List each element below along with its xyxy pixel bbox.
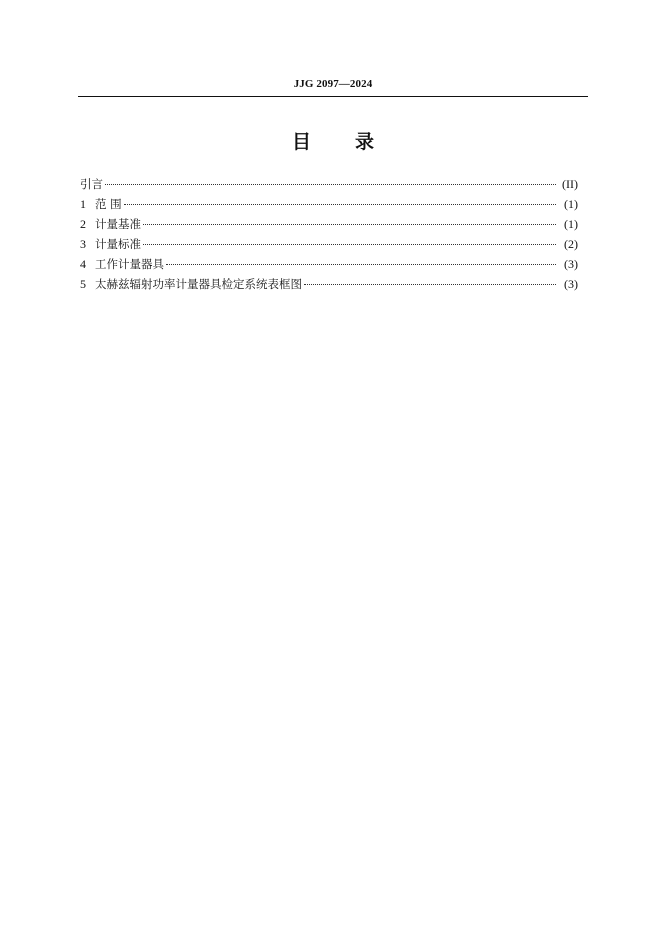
toc-entry-1[interactable] bbox=[80, 194, 578, 214]
toc-entry-page: (II) bbox=[562, 177, 578, 191]
toc-entry-label: 太赫兹辐射功率计量器具检定系统表框图 bbox=[95, 277, 302, 291]
toc-entry-number: 4 bbox=[80, 257, 86, 271]
toc-leader-dots bbox=[105, 184, 556, 185]
toc-leader-dots bbox=[143, 224, 556, 225]
toc-entry-label: 计量标准 bbox=[95, 237, 141, 251]
toc-entry-4[interactable] bbox=[80, 254, 578, 274]
toc-entry-3[interactable] bbox=[80, 234, 578, 254]
title-char-2: 录 bbox=[355, 131, 375, 153]
toc-leader-dots bbox=[304, 284, 556, 285]
toc-entry-number: 2 bbox=[80, 217, 86, 231]
toc-entry-page: (3) bbox=[564, 257, 578, 271]
toc-entry-label: 计量基准 bbox=[95, 217, 141, 231]
toc-entry-number: 1 bbox=[80, 197, 86, 211]
title-char-1: 目 bbox=[291, 131, 311, 153]
toc-entry-number: 5 bbox=[80, 277, 86, 291]
toc-entry-page: (2) bbox=[564, 237, 578, 251]
table-of-contents bbox=[80, 174, 578, 294]
toc-entry-label: 引言 bbox=[80, 177, 103, 191]
toc-entry-page: (3) bbox=[564, 277, 578, 291]
page-title bbox=[78, 127, 588, 154]
toc-entry-page: (1) bbox=[564, 217, 578, 231]
toc-entry-page: (1) bbox=[564, 197, 578, 211]
toc-leader-dots bbox=[143, 244, 556, 245]
toc-entry-number: 3 bbox=[80, 237, 86, 251]
toc-entry-2[interactable] bbox=[80, 214, 578, 234]
header-divider bbox=[78, 96, 588, 97]
toc-entry-label: 工作计量器具 bbox=[95, 257, 164, 271]
toc-leader-dots bbox=[124, 204, 556, 205]
document-code-header: JJG 2097—2024 bbox=[293, 78, 373, 90]
toc-entry-intro[interactable] bbox=[80, 174, 578, 194]
toc-entry-label: 范 围 bbox=[95, 197, 122, 211]
toc-leader-dots bbox=[166, 264, 556, 265]
toc-entry-5[interactable] bbox=[80, 274, 578, 294]
